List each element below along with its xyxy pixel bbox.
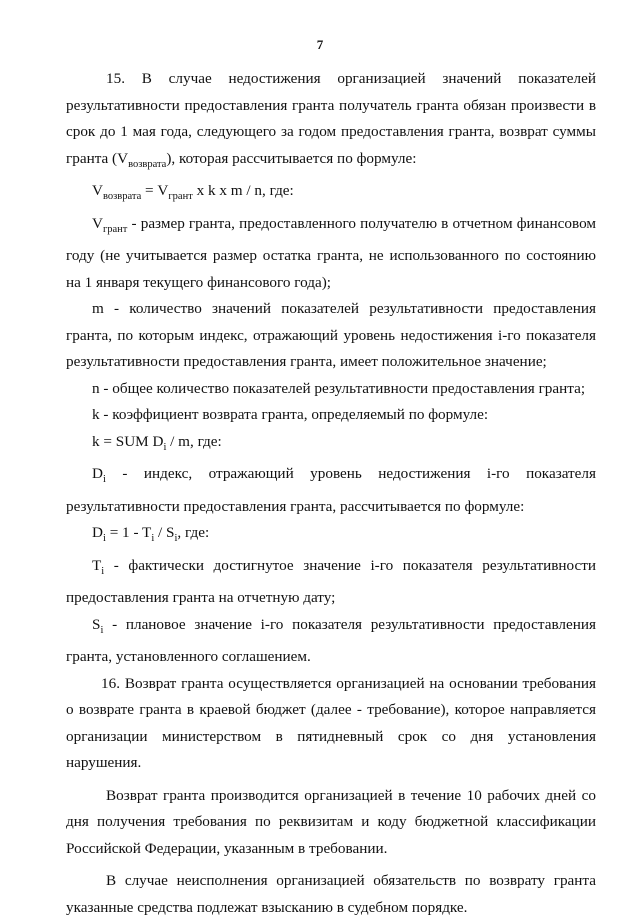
document-body (66, 66, 596, 921)
definition-n: n - общее количество показателей результативности предоставления гранта; (92, 379, 586, 397)
formula-d: $D_i = 1 - T_i / S_i$, где: (92, 524, 210, 545)
definition-k: k - коэффициент возврата гранта, определяемый по формуле: (92, 406, 489, 424)
definition-di: $D_i$ - индекс, отражающий уровень недостижения i-го показателя результативности предоставления гранта, рассчитывается по формуле: (66, 465, 596, 515)
paragraph-15: 15. В случае недостижения организацией значений показателей результативности предоставления гранта получатель гранта обязан произвести в срок до 1 мая года, следующего за годом предоставления гранта, возврат суммы гранта $(V_{возврата})$, которая рассчитывается по формуле: (66, 70, 596, 170)
paragraph-16: 16. Возврат гранта осуществляется организацией на основании требования о возврате гранта в краевой бюджет (далее - требование), которое направляется организации министерством в пятидневный срок со дня установления нарушения. (66, 674, 596, 772)
definition-m: m - количество значений показателей результативности предоставления гранта, по которым индекс, отражающий уровень недостижения i-го показателя результативности предоставления гранта, имеет положительное значение; (66, 300, 596, 371)
definition-si: $S_i$ - плановое значение i-го показателя результативности предоставления гранта, установленного соглашением. (66, 615, 596, 666)
definition-ti: $T_i$ - фактически достигнутое значение i-го показателя результативности предоставления гранта на отчетную дату; (66, 556, 596, 607)
paragraph-return-term: Возврат гранта производится организацией в течение 10 рабочих дней со дня получения требования по реквизитам и коду бюджетной классификации Российской Федерации, указанным в требовании. (66, 786, 596, 857)
paragraph-failure: В случае неисполнения организацией обязательств по возврату гранта указанные средства подлежат взысканию в судебном порядке. (66, 872, 596, 916)
page-number: 7 (316, 37, 324, 52)
definition-vgrant: $V_{грант}$ - размер гранта, предоставленного получателю в отчетном финансовом году (не учитывается размер остатка гранта, не использованного по состоянию на 1 января текущего финансового года); (66, 214, 596, 291)
formula-return: $V_{возврата} = V_{грант}$ x k x m / n, где: (92, 182, 294, 203)
formula-k: k = SUM $D_i$ / m, где: (92, 432, 222, 453)
